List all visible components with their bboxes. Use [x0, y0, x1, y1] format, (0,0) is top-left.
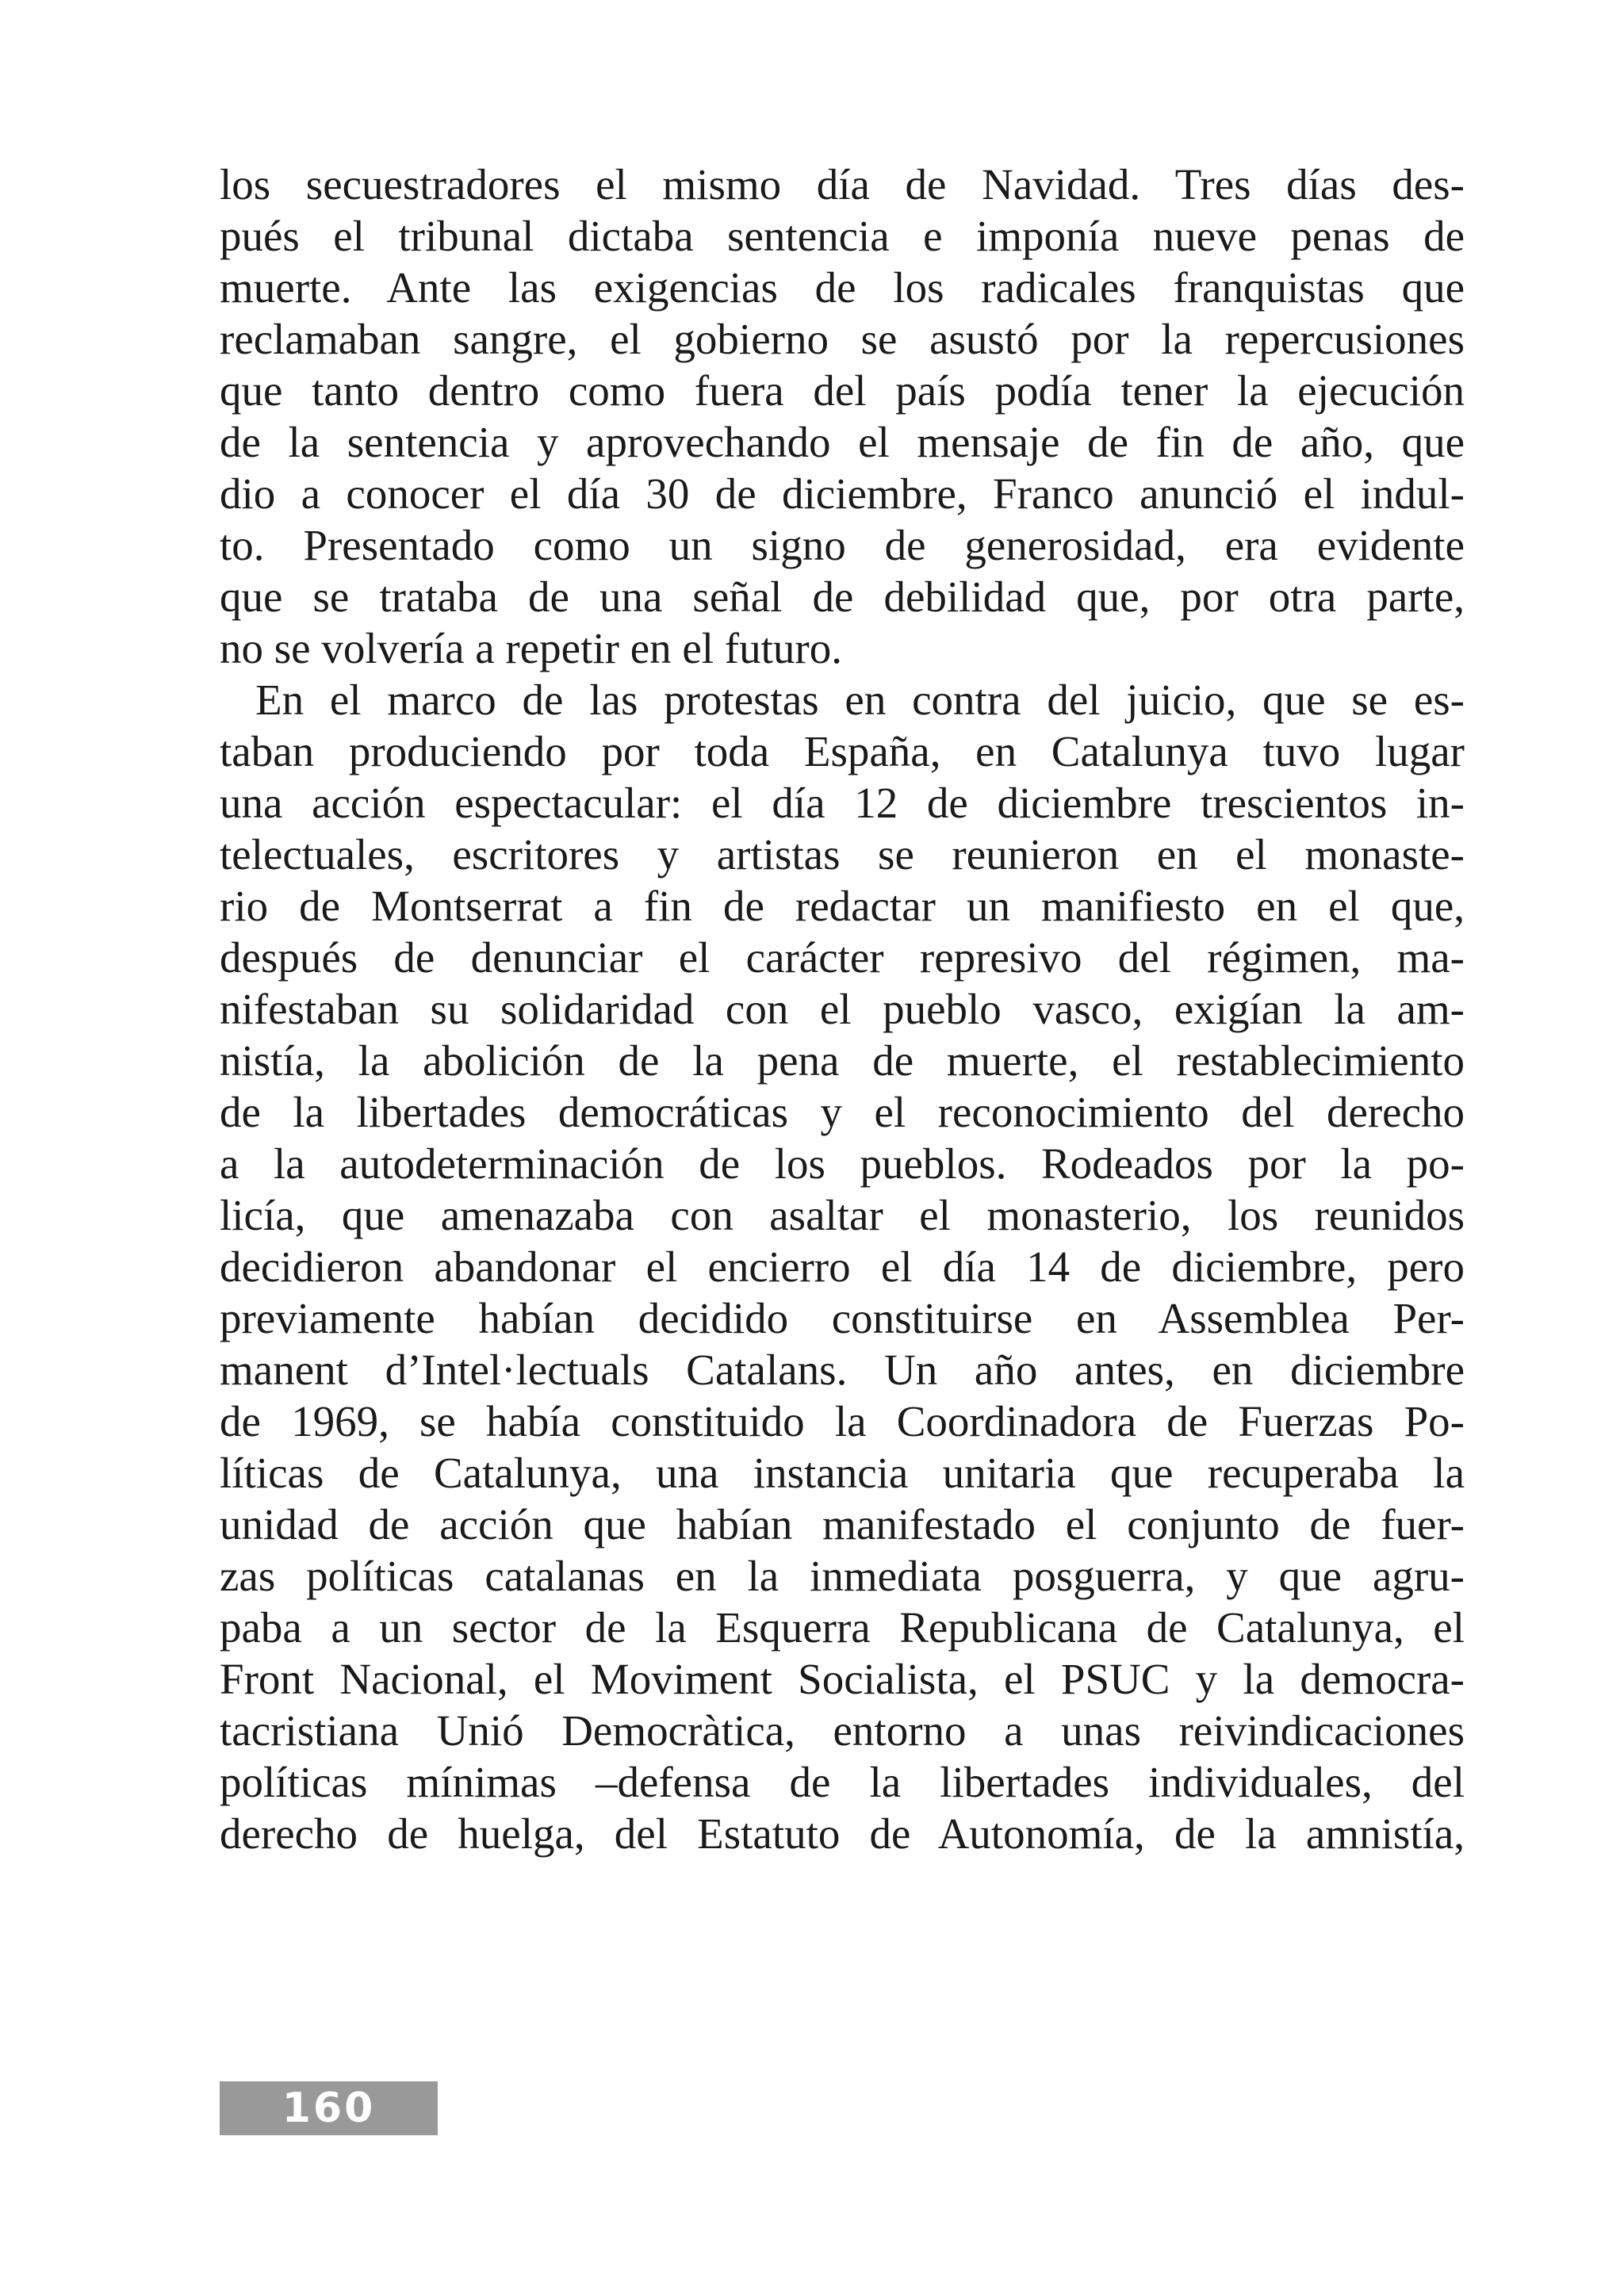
paragraph-2-line-16: líticas de Catalunya, una instancia unitaria que recuperaba la	[220, 1449, 1465, 1497]
paragraph-2-line-18: zas políticas catalanas en la inmediata posguerra, y que agru-	[220, 1552, 1465, 1600]
paragraph-1-line-5: que tanto dentro como fuera del país podía tener la ejecución	[220, 366, 1465, 415]
paragraph-2-line-10: a la autodeterminación de los pueblos. Rodeados por la po-	[220, 1139, 1465, 1188]
paragraph-1-line-7: dio a conocer el día 30 de diciembre, Franco anunció el indul-	[220, 469, 1465, 518]
paragraph-2-line-4: telectuales, escritores y artistas se reunieron en el monaste-	[220, 830, 1465, 879]
paragraph-2-line-9: de la libertades democráticas y el reconocimiento del derecho	[220, 1088, 1465, 1136]
body-text	[220, 159, 1465, 1859]
paragraph-1-line-4: reclamaban sangre, el gobierno se asustó por la repercusiones	[220, 315, 1465, 363]
paragraph-2-line-21: tacristiana Unió Democràtica, entorno a unas reivindicaciones	[220, 1706, 1465, 1755]
paragraph-1-line-2: pués el tribunal dictaba sentencia e imponía nueve penas de	[220, 212, 1465, 260]
paragraph-2-line-15: de 1969, se había constituido la Coordinadora de Fuerzas Po-	[220, 1397, 1465, 1445]
paragraph-2-line-23: derecho de huelga, del Estatuto de Autonomía, de la amnistía,	[220, 1809, 1465, 1858]
paragraph-2-line-6: después de denunciar el carácter represivo del régimen, ma-	[220, 933, 1465, 982]
paragraph-2-line-2: taban produciendo por toda España, en Catalunya tuvo lugar	[220, 727, 1465, 775]
paragraph-2-line-8: nistía, la abolición de la pena de muerte, el restablecimiento	[220, 1036, 1465, 1085]
paragraph-2-line-13: previamente habían decidido constituirse en Assemblea Per-	[220, 1294, 1465, 1342]
paragraph-2-line-19: paba a un sector de la Esquerra Republicana de Catalunya, el	[220, 1603, 1465, 1652]
page-number: 160	[282, 2084, 376, 2132]
paragraph-1-line-10: no se volvería a repetir en el futuro.	[220, 624, 842, 672]
paragraph-1-line-6: de la sentencia y aprovechando el mensaje de fin de año, que	[220, 418, 1465, 466]
paragraph-1-line-8: to. Presentado como un signo de generosidad, era evidente	[220, 521, 1465, 569]
paragraph-2-line-1: En el marco de las protestas en contra del juicio, que se es-	[255, 676, 1465, 724]
paragraph-1-line-3: muerte. Ante las exigencias de los radicales franquistas que	[220, 263, 1465, 312]
page-number-box	[220, 2081, 438, 2135]
paragraph-2-line-12: decidieron abandonar el encierro el día 14 de diciembre, pero	[220, 1242, 1465, 1291]
paragraph-2-line-7: nifestaban su solidaridad con el pueblo vasco, exigían la am-	[220, 985, 1465, 1033]
paragraph-2-line-20: Front Nacional, el Moviment Socialista, el PSUC y la democra-	[220, 1655, 1465, 1703]
paragraph-2-line-11: licía, que amenazaba con asaltar el monasterio, los reunidos	[220, 1191, 1465, 1239]
paragraph-2-line-17: unidad de acción que habían manifestado el conjunto de fuer-	[220, 1500, 1465, 1549]
paragraph-2-line-14: manent d’Intel·lectuals Catalans. Un año antes, en diciembre	[220, 1346, 1465, 1394]
paragraph-2-line-3: una acción espectacular: el día 12 de diciembre trescientos in-	[220, 779, 1465, 827]
paragraph-2-line-5: rio de Montserrat a fin de redactar un manifiesto en el que,	[220, 882, 1465, 930]
paragraph-2-line-22: políticas mínimas –defensa de la libertades individuales, del	[220, 1758, 1465, 1806]
paragraph-1-line-1: los secuestradores el mismo día de Navidad. Tres días des-	[220, 160, 1465, 209]
paragraph-1-line-9: que se trataba de una señal de debilidad que, por otra parte,	[220, 572, 1465, 621]
